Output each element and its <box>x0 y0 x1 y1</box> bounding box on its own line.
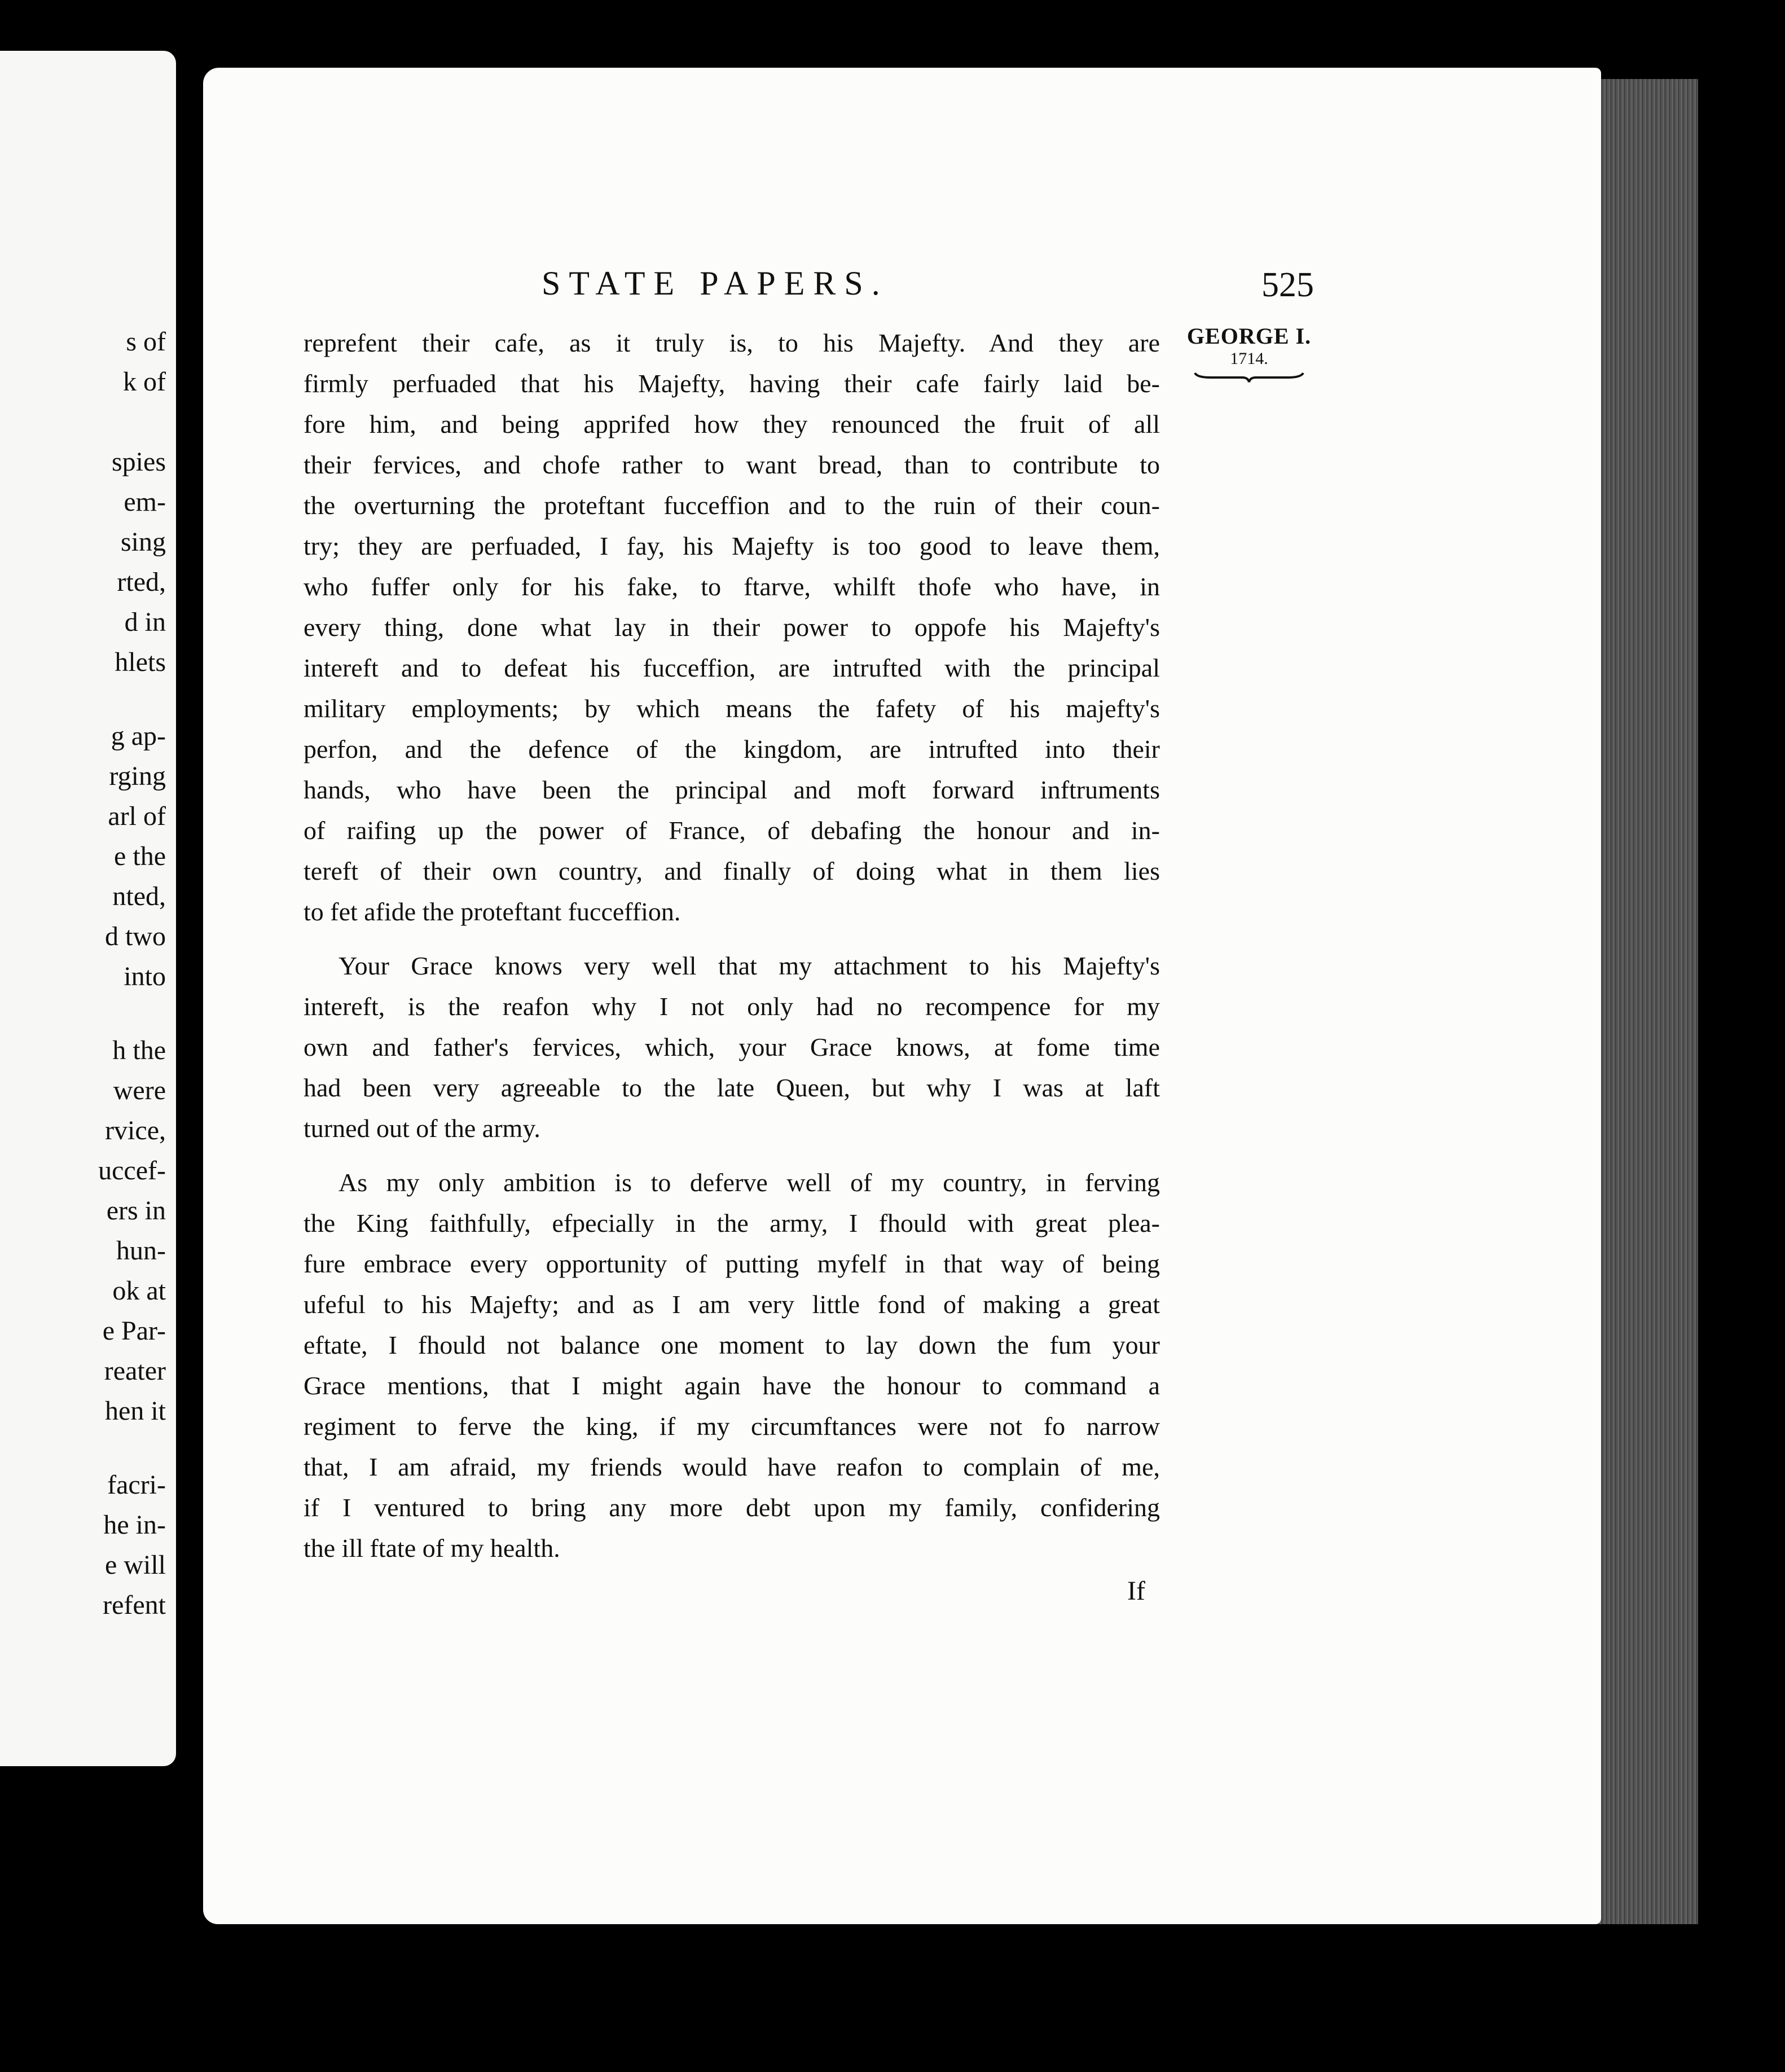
left-line: k of <box>123 367 166 397</box>
text-line: firmly perfuaded that his Majefty, having their cafe fairly laid be- <box>304 369 1160 398</box>
text-line: ufeful to his Majefty; and as I am very little fond of making a great <box>304 1290 1160 1319</box>
text-line: Your Grace knows very well that my attachment to his Majefty's <box>338 951 1160 980</box>
left-page-text-column <box>2 322 166 1625</box>
text-line: the overturning the proteftant fucceffion and to the ruin of their coun- <box>304 491 1160 520</box>
text-line: to fet afide the proteftant fucceffion. <box>304 897 681 926</box>
margin-note <box>1182 323 1316 383</box>
facing-left-page <box>0 51 176 1766</box>
text-line: try; they are perfuaded, I fay, his Majefty is too good to leave them, <box>304 532 1160 560</box>
left-line <box>2 682 166 716</box>
left-line: s of <box>126 327 166 357</box>
left-line: sing <box>120 527 166 557</box>
text-line: regiment to ferve the king, if my circumftances were not fo narrow <box>304 1412 1160 1441</box>
left-line: rging <box>109 761 166 791</box>
left-line: into <box>124 962 166 991</box>
margin-note-reign: GEORGE I. <box>1186 323 1312 349</box>
catchword: If <box>1127 1576 1145 1606</box>
text-line: turned out of the army. <box>304 1114 540 1143</box>
left-line: refent <box>103 1590 166 1620</box>
left-line: d in <box>124 607 166 637</box>
text-line: own and father's fervices, which, your Grace knows, at fome time <box>304 1033 1160 1061</box>
paragraph <box>304 946 1160 1149</box>
left-line: reater <box>104 1356 166 1386</box>
text-line: intereft, is the reafon why I not only had no recompence for my <box>304 992 1160 1021</box>
text-line: eftate, I fhould not balance one moment to lay down the fum your <box>304 1331 1160 1359</box>
left-line: ok at <box>112 1276 166 1306</box>
paragraph <box>304 1162 1160 1569</box>
left-line: spies <box>112 447 166 477</box>
text-line: the ill ftate of my health. <box>304 1534 560 1562</box>
text-line: fore him, and being apprifed how they renounced the fruit of all <box>304 410 1160 438</box>
left-line: rvice, <box>105 1116 166 1145</box>
left-line: ers in <box>106 1196 166 1226</box>
left-line: arl of <box>108 801 166 831</box>
book-fore-edge <box>1585 79 1698 1924</box>
left-line: hen it <box>105 1396 166 1426</box>
left-line <box>2 402 166 442</box>
left-line: were <box>113 1075 166 1105</box>
page-number: 525 <box>1261 266 1314 304</box>
left-line: e will <box>105 1550 166 1580</box>
left-line: he in- <box>103 1510 166 1540</box>
running-head: STATE PAPERS. <box>542 265 889 302</box>
text-line: every thing, done what lay in their power to oppofe his Majefty's <box>304 613 1160 642</box>
left-line: d two <box>105 921 166 951</box>
text-line: had been very agreeable to the late Queen, but why I was at laft <box>304 1073 1160 1102</box>
left-line: hun- <box>116 1236 166 1266</box>
left-line: hlets <box>115 647 166 677</box>
left-line <box>2 1431 166 1465</box>
text-line: tereft of their own country, and finally of doing what in them lies <box>304 857 1160 885</box>
margin-note-year: 1714. <box>1230 349 1268 368</box>
paragraph <box>304 323 1160 932</box>
text-line: of raifing up the power of France, of debafing the honour and in- <box>304 816 1160 845</box>
left-line: g ap- <box>111 721 166 751</box>
text-line: that, I am afraid, my friends would have reafon to complain of me, <box>304 1452 1160 1481</box>
left-line: nted, <box>112 881 166 911</box>
left-line: rted, <box>117 567 166 597</box>
left-line: h the <box>112 1035 166 1065</box>
body-text <box>304 323 1160 1569</box>
text-line: perfon, and the defence of the kingdom, are intrufted into their <box>304 735 1160 763</box>
text-line: As my only ambition is to deferve well of my country, in ferving <box>338 1168 1160 1197</box>
text-line: if I ventured to bring any more debt upon my family, confidering <box>304 1493 1160 1522</box>
left-line: facri- <box>107 1470 166 1500</box>
left-line <box>2 997 166 1030</box>
text-line: their fervices, and chofe rather to want bread, than to contribute to <box>304 450 1160 479</box>
text-line: intereft and to defeat his fucceffion, are intrufted with the principal <box>304 653 1160 682</box>
left-line: e Par- <box>102 1316 166 1346</box>
text-line: military employments; by which means the fafety of his majefty's <box>304 694 1160 723</box>
left-line: uccef- <box>98 1156 166 1186</box>
text-line: fure embrace every opportunity of putting myfelf in that way of being <box>304 1249 1160 1278</box>
text-line: the King faithfully, efpecially in the army, I fhould with great plea- <box>304 1209 1160 1237</box>
text-line: who fuffer only for his fake, to ftarve, whilft thofe who have, in <box>304 572 1160 601</box>
left-line: em- <box>124 487 166 517</box>
text-line: reprefent their cafe, as it truly is, to his Majefty. And they are <box>304 328 1160 357</box>
text-line: hands, who have been the principal and moft forward inftruments <box>304 775 1160 804</box>
brace-ornament-icon <box>1194 371 1304 383</box>
text-line: Grace mentions, that I might again have the honour to command a <box>304 1371 1160 1400</box>
left-line: e the <box>114 841 166 871</box>
